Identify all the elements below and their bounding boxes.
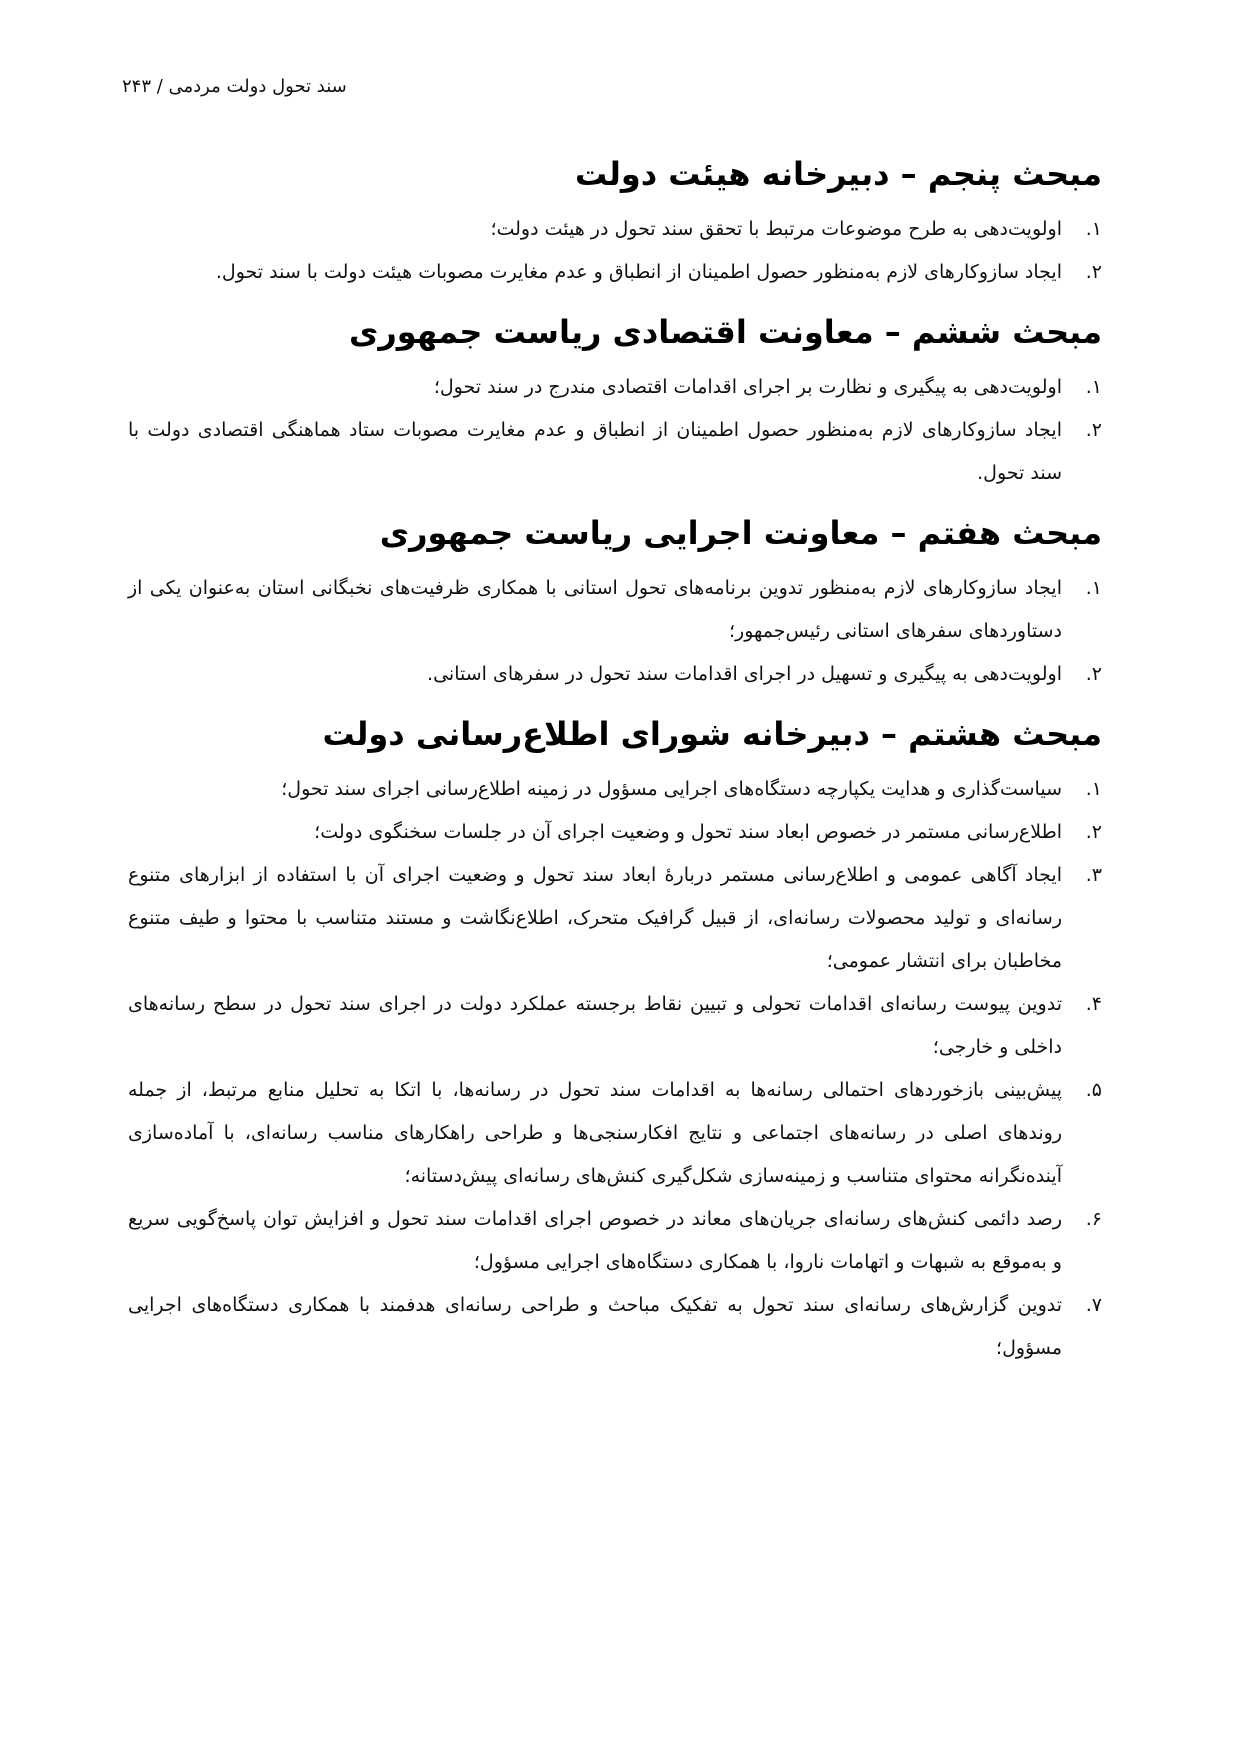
item-text: سیاست‌گذاری و هدایت یکپارچه دستگاه‌های اجرایی مسؤول در زمینه اطلاع‌رسانی اجرای سند تحول؛ [281, 778, 1062, 800]
section-7 [128, 509, 1102, 696]
item-text: اولویت‌دهی به طرح موضوعات مرتبط با تحقق سند تحول در هیئت دولت؛ [490, 218, 1062, 240]
list-item [128, 1198, 1102, 1284]
item-number: ۱. [1085, 577, 1102, 599]
item-number: ۲. [1085, 663, 1102, 685]
list-item [128, 567, 1102, 653]
item-list [128, 567, 1102, 696]
item-text: ایجاد سازوکارهای لازم به‌منظور تدوین برنامه‌های تحول استانی با همکاری ظرفیت‌های نخبگانی استان به‌عنوان یکی از دستاوردهای سفرهای استانی رئیس‌جمهور؛ [128, 577, 1062, 642]
list-item [128, 768, 1102, 811]
section-title: مبحث پنجم – دبیرخانه هیئت دولت [574, 155, 1102, 193]
list-item [128, 366, 1102, 409]
item-text: تدوین پیوست رسانه‌ای اقدامات تحولی و تبیین نقاط برجسته عملکرد دولت در اجرای سند تحول در سطح رسانه‌های داخلی و خارجی؛ [128, 993, 1062, 1058]
list-item [128, 409, 1102, 495]
item-text: اولویت‌دهی به پیگیری و نظارت بر اجرای اقدامات اقتصادی مندرج در سند تحول؛ [433, 376, 1062, 398]
item-number: ۲. [1085, 419, 1102, 441]
item-number: ۲. [1085, 261, 1102, 283]
list-item [128, 1069, 1102, 1198]
item-number: ۱. [1085, 218, 1102, 240]
list-item [128, 653, 1102, 696]
item-list [128, 366, 1102, 495]
item-text: اطلاع‌رسانی مستمر در خصوص ابعاد سند تحول و وضعیت اجرای آن در جلسات سخنگوی دولت؛ [314, 821, 1062, 843]
list-item [128, 854, 1102, 983]
item-number: ۷. [1085, 1294, 1102, 1316]
item-text: ایجاد سازوکارهای لازم به‌منظور حصول اطمینان از انطباق و عدم مغایرت مصوبات ستاد هماهنگی اقتصادی دولت با سند تحول. [128, 419, 1062, 484]
section-5 [128, 150, 1102, 294]
running-header: سند تحول دولت مردمی / ۲۴۳ [122, 76, 347, 97]
section-title: مبحث هشتم – دبیرخانه شورای اطلاع‌رسانی دولت [322, 715, 1102, 753]
list-item [128, 811, 1102, 854]
item-number: ۵. [1085, 1079, 1102, 1101]
section-8 [128, 710, 1102, 1370]
item-number: ۶. [1085, 1208, 1102, 1230]
section-title: مبحث هفتم – معاونت اجرایی ریاست جمهوری [379, 514, 1102, 552]
page-content [128, 150, 1102, 1384]
list-item [128, 251, 1102, 294]
item-text: تدوین گزارش‌های رسانه‌ای سند تحول به تفکیک مباحث و طراحی رسانه‌ای هدفمند با همکاری دستگاه‌های اجرایی مسؤول؛ [128, 1294, 1062, 1359]
item-text: رصد دائمی کنش‌های رسانه‌ای جریان‌های معاند در خصوص اجرای اقدامات سند تحول و افزایش توان پاسخ‌گویی سریع و به‌موقع به شبهات و اتهامات ناروا، با همکاری دستگاه‌های اجرایی مسؤول؛ [128, 1208, 1062, 1273]
item-text: ایجاد سازوکارهای لازم به‌منظور حصول اطمینان از انطباق و عدم مغایرت مصوبات هیئت دولت با سند تحول. [215, 261, 1062, 283]
item-number: ۱. [1085, 778, 1102, 800]
section-title: مبحث ششم – معاونت اقتصادی ریاست جمهوری [349, 313, 1102, 351]
item-number: ۳. [1085, 864, 1102, 886]
item-list [128, 768, 1102, 1370]
item-number: ۱. [1085, 376, 1102, 398]
list-item [128, 983, 1102, 1069]
item-text: ایجاد آگاهی عمومی و اطلاع‌رسانی مستمر دربارۀ ابعاد سند تحول و وضعیت اجرای آن با استفاده از ابزارهای متنوع رسانه‌ای و تولید محصولات رسانه‌ای، از قبیل گرافیک متحرک، اطلاع‌نگاشت و مستند متناسب با محتوا و طیف متنوع مخاطبان برای انتشار عمومی؛ [128, 864, 1062, 972]
list-item [128, 208, 1102, 251]
item-number: ۲. [1085, 821, 1102, 843]
item-number: ۴. [1085, 993, 1102, 1015]
section-6 [128, 308, 1102, 495]
item-list [128, 208, 1102, 294]
item-text: اولویت‌دهی به پیگیری و تسهیل در اجرای اقدامات سند تحول در سفرهای استانی. [427, 663, 1062, 685]
item-text: پیش‌بینی بازخوردهای احتمالی رسانه‌ها به اقدامات سند تحول در رسانه‌ها، با اتکا به تحلیل منابع مرتبط، از جمله روندهای اصلی در رسانه‌های اجتماعی و نتایج افکارسنجی‌ها و طراحی راهکارهای مناسب رسانه‌ای، با آماده‌سازی آینده‌نگرانه محتوای متناسب و زمینه‌سازی شکل‌گیری کنش‌های رسانه‌ای پیش‌دستانه؛ [128, 1079, 1062, 1187]
list-item [128, 1284, 1102, 1370]
